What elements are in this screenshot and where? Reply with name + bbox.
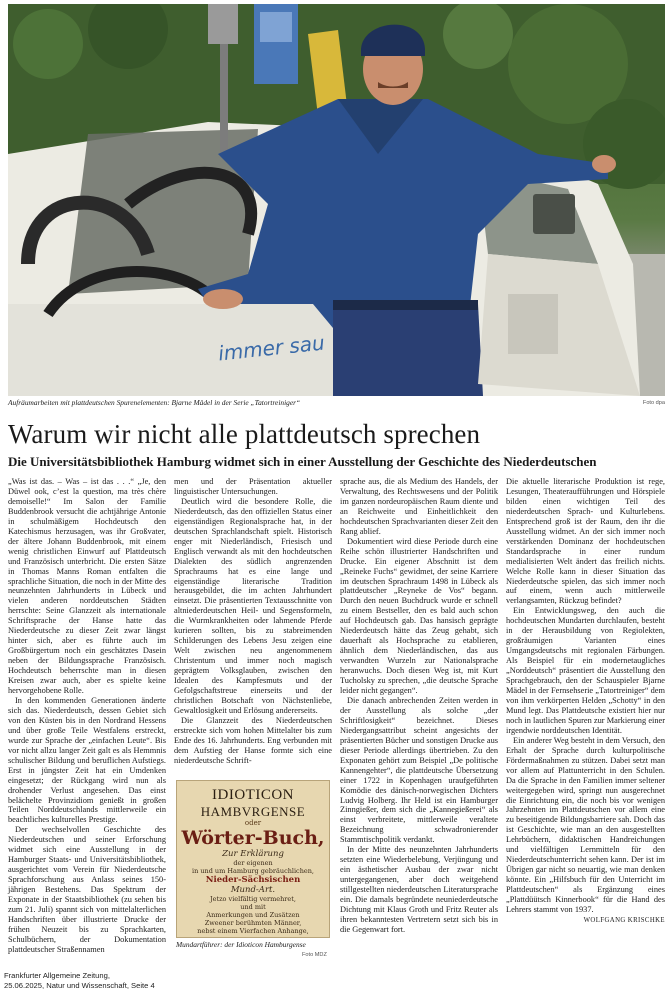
paragraph: Die Glanzzeit des Niederdeutschen erstreckte sich vom hohen Mittelalter bis zum Ende des 16. Jahrhunderts. Eng verbunden mit dem Aufstieg der Hanse formte sich eine niederdeutsche Schrift- xyxy=(174,715,332,765)
footer-line: 25.06.2025, Natur und Wissenschaft, Seite 4 xyxy=(4,981,155,990)
photo-illustration xyxy=(8,4,665,396)
paragraph: Dokumentiert wird diese Periode durch eine Reihe schön illustrierter Handschriften und Drucke. Ein eigener Abschnitt ist dem „Reineke Fuchs“ gewidmet, der seine Karriere im deutschen Sprachraum 1498 in Lübeck als plattdeutscher „Reyneke de Vos“ begann. Durch den neuen Buchdruck wurde er schnell zu einem Bestseller, den es bald auch schon auf Hochdeutsch gab. Das hansisch geprägte Niederdeutsch hätte das Zeug gehabt, sich dauerhaft als Hochsprache zu etablieren, ähnlich dem Niederländischen, das aus verwandten Wurzeln zur Nationalsprache heranwuchs. Doch diesen Weg ist, mit Kurt Tucholsky zu sprechen, „die deutsche Sprache leider nicht gegangen“. xyxy=(340,536,498,696)
column-3 xyxy=(340,477,498,967)
paragraph: Der wechselvollen Geschichte des Niederdeutschen und seiner Erforschung widmet sich eine Ausstellung in der Hamburger Staats- und Universitätsbibliothek, ausgerichtet vom Verein für Niederdeutsche Sprachforschung aus Anlass seines 150-jährigen Bestehens. Das Spektrum der Exponate in der Staatsbibliothek (zu sehen bis zum 21. Juli) spannt sich von mittelalterlichen Handschriften über illustrierte Drucke der frühen Neuzeit bis zu Sprachkarten, Schulbüchern, der Dokumentation plattdeutscher Straßennamen xyxy=(8,825,166,954)
van-lettering: immer sau xyxy=(217,330,326,366)
paragraph: Ein Entwicklungsweg, den auch die hochdeutschen Mundarten durchlaufen, besteht in der Herausbildung von Regiolekten, großräumigen Varianten eines Umgangsdeutschs mit regionalen Färbungen. Als Beispiel für ein modernetaugliches „Norddeutsch“ präsentiert die Ausstellung den Sprachgebrauch, den der Schauspieler Bjarne Mädel in der Fernsehserie „Tatortreiniger“ dem von ihm verkörperten Helden „Schotty“ in den Mund legt. Das Plattdeutsche existiert hier nur noch in lautlichen Spuren zur Markierung einer irgendwie norddeutschen Identität. xyxy=(506,606,665,735)
photo-caption: Aufräumarbeiten mit plattdeutschen Spurenelementen: Bjarne Mädel in der Serie „Tatortreiniger“ xyxy=(8,398,301,407)
author-byline: WOLFGANG KRISCHKE xyxy=(583,916,665,924)
footer-line: Frankfurter Allgemeine Zeitung, xyxy=(4,971,110,980)
paragraph: sprache aus, die als Medium des Handels, der Verwaltung, des Rechtswesens und der Politik im ganzen nordeuropäischen Raum diente und an Reichweite und Einheitlichkeit den hochdeutschen Sprachvarianten dieser Zeit den Rang ablief. xyxy=(340,477,498,536)
book-title-page-image xyxy=(176,780,330,938)
book-line: Anmerkungen und Zusätzen xyxy=(206,911,300,919)
paragraph: Die danach anbrechenden Zeiten werden in der Ausstellung als solche „der Schriftlosigkeit“ bezeichnet. Dieses Niedergangsattribut scheint angesichts der präsentierten Bücher und sonstigen Drucke aus dieser Periode allerdings übertrieben. Zu den Exponaten gehört zum Beispiel „De politische Kannengehter“, die plattdeutsche Übersetzung einer 1722 in Kopenhagen uraufgeführten Komödie des dänisch-norwegischen Dichters Ludvig Holberg. Ihr Held ist ein Hamburger Zinngießer, dem sich die „Kannegießerei“ als einst verbreitete, mittlerweile veraltete Bezeichnung schwadronierender Stammtischpolitik verdankt. xyxy=(340,695,498,845)
book-line: Zweener berühmten Männer, xyxy=(204,919,302,927)
book-line: Jetzo vielfältig vermehret, xyxy=(210,895,296,903)
book-caption: Mundartführer: der Idioticon Hamburgense xyxy=(176,940,306,949)
subheadline: Die Universitätsbibliothek Hamburg widmet sich in einer Ausstellung der Geschichte des Niederdeutschen xyxy=(8,454,597,469)
book-line: HAMBVRGENSE xyxy=(200,804,306,819)
paragraph: Die aktuelle literarische Produktion ist rege, Lesungen, Theateraufführungen und Hörspiele bilden einen wichtigen Teil des niederdeutschen Sprach- und Kulturlebens. Entsprechend groß ist der Raum, den ihr die Ausstellung widmet. An der sich immer noch verstärkenden Dominanz der hochdeutschen Standardsprache in einer rundum medialisierten Welt ändert das freilich nichts. Welche Rolle kann in dieser Situation das Niederdeutsche spielen, das sich immer noch auf einem, wenn auch mittlerweile verlangsamten, Rückzug befindet? xyxy=(506,477,665,606)
photo-credit: Foto dpa xyxy=(642,400,665,406)
column-1 xyxy=(8,477,166,967)
paragraph: „Was ist das. – Was – ist das . . .“ „Je, den Düwel ook, c’est la question, ma très chère demoiselle!“ Im Salon der Familie Buddenbrook versucht die achtjährige Antonie in schulmäßigem Hochdeutsch den Katechismus herzusagen, was ihr Großvater, der ältere Johann Buddenbrook, mit einem wenig christlichen Einwurf auf Plattdeutsch und Französisch unterbricht. Die ersten Sätze in Thomas Manns Roman entfalten die sprachliche Situation, die noch in der Mitte des neunzehnten Jahrhunderts in Lübeck und vielen anderen norddeutschen Städten herrschte: Seine Glanzzeit als internationale Schriftsprache der Hanse hatte das Niederdeutsche zu dieser Zeit zwar längst hinter sich, aber es führte auch im Großbürgertum noch ein geschätztes Dasein neben der Bildungssprache Französisch. Hochdeutsch beherrschte man in diesen Kreisen zwar auch, aber es spielte keine hervorgehobene Rolle. xyxy=(8,477,166,696)
column-4 xyxy=(506,477,665,967)
paragraph: In der Mitte des neunzehnten Jahrhunderts setzten eine Wiederbelebung, Verjüngung und ein ästhetischer Ausbau der zwar nicht untergegangenen, aber doch weitgehend stillgestellten niederdeutschen Literatursprache ein. Die damals begründete neuniederdeutsche Dichtung mit Klaus Groth und Fritz Reuter als ihren bekanntesten Vertretern setzt sich bis in die Gegenwart fort. xyxy=(340,845,498,934)
headline: Warum wir nicht alle plattdeutsch sprechen xyxy=(8,419,481,449)
article-photo xyxy=(8,4,665,396)
book-line: und mit xyxy=(240,903,266,911)
book-line: Nieder-Sächsischen xyxy=(205,875,301,885)
paragraph: In den kommenden Generationen änderte sich das. Niederdeutsch, dessen Gebiet sich von den Küsten bis in den Nordrand Hessens und über große Teile Westfalens erstreckt, wurde zur Sprache der „einfachen Leute“. Bis vor nicht allzu langer Zeit galt es als Hemmnis schulischer Bildung und beruflichen Aufstiegs. Erst in jüngster Zeit hat ein Umdenken eingesetzt; der Rückgang wird nun als drohender Verlust angesehen. Das einst belächelte Provinzidiom genießt in großen Teilen Norddeutschlands mittlerweile ein beachtliches kulturelles Prestige. xyxy=(8,695,166,825)
book-line: Mund-Art. xyxy=(230,885,276,895)
column-2 xyxy=(174,477,332,777)
book-line: nebst einem Vierfachen Anhange, xyxy=(197,927,309,935)
book-line: in und um Hamburg gebräuchlichen, xyxy=(192,867,314,875)
book-line: oder xyxy=(244,819,262,827)
photo-caption-row xyxy=(8,398,665,410)
book-line: Zur Erklärung xyxy=(222,849,284,859)
paragraph: Deutlich wird die besondere Rolle, die Niederdeutsch, das den offiziellen Status einer eigenständigen Regionalsprache hat, in der deutschen Sprachlandschaft spielt. Historisch enger mit Niederländisch, Friesisch und Englisch verwandt als mit den hochdeutschen Dialekten des südlich angrenzenden Sprachraums hat es eine lange und eigenständige literarische Tradition herausgebildet, die im achten Jahrhundert einsetzt. Die präsentierten Textausschnitte von altniederdeutschen Heil- und Segensformeln, die Wurmkrankheiten oder lahmende Pferde kurieren sollten, bis zu stabreimenden Schilderungen des Lebens Jesu zeigen eine Welt zwischen neu angenommenem Christentum und immer noch magisch geprägtem Volksglauben, zwischen den Idealen des Kampfesmuts und der Gefolgschaftstreue einerseits und der christlichen Botschaft von Nächstenliebe, Gewaltlosigkeit und Erlösung andererseits. xyxy=(174,496,332,715)
book-credit: Foto MDZ xyxy=(302,952,327,958)
paragraph: men und der Präsentation aktueller linguistischer Untersuchungen. xyxy=(174,477,332,496)
book-line: Wörter-Buch, xyxy=(181,827,325,849)
source-footer xyxy=(4,971,304,991)
book-line: der eigenen xyxy=(233,859,273,867)
book-line: IDIOTICON xyxy=(212,787,294,803)
paragraph: Ein anderer Weg besteht in dem Versuch, den Erhalt der Sprache durch kulturpolitische Fördermaßnahmen zu stützen. Dabei setzt man vor allem auf Plattunterricht in den Schulen. Da die Sprache in den Familien immer seltener weitergegeben wird, springt nun ausgerechnet die Einrichtung ein, die noch bis vor wenigen Jahrzehnten im Plattdeutschen vor allem eine zu beseitigende Bildungsbarriere sah. Doch das ist Geschichte, wie man an den ausgestellten Lehrbüchern, didaktischen Handreichungen und vielfältigen Lernmitteln für den Niederdeutschunterricht sehen kann. Der ist im Übrigen gar nicht so neuartig, wie man denken könnte. Ein „Hilfsbuch für den Unterricht im Plattdeutschen“ als Ergänzung eines „Plattdüütsch Kinnerbook“ für die Hand des Lehrers stammt von 1937. xyxy=(506,735,665,914)
